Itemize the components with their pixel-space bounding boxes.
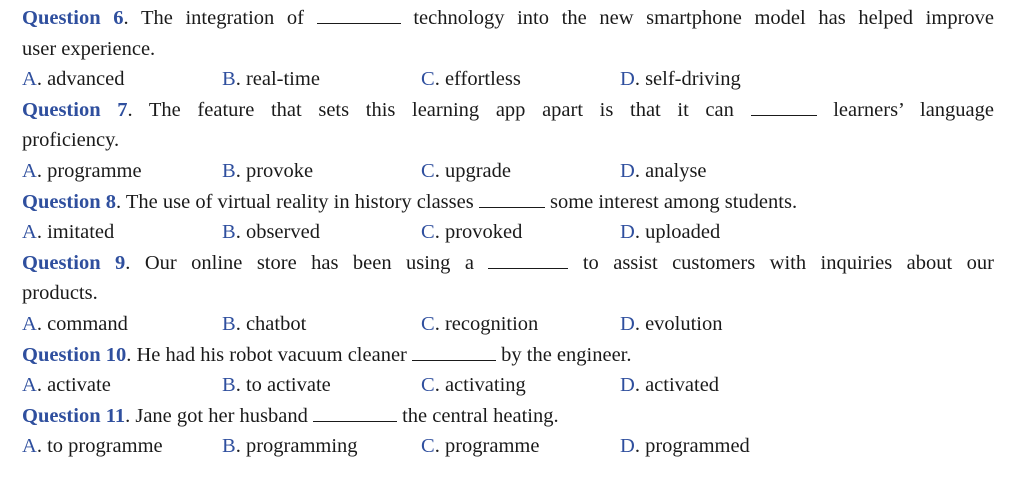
question-6	[22, 3, 994, 95]
question-10-option-d[interactable]: D. activated	[620, 374, 720, 397]
question-7-option-a[interactable]: A. programme	[22, 159, 142, 182]
question-7-options	[22, 156, 994, 187]
question-8-stem-before: The use of virtual reality in history classes	[125, 190, 474, 213]
question-9-stem-after: to assist customers with inquiries about our	[582, 251, 994, 274]
question-9-stem-before: Our online store has been using a	[144, 251, 474, 274]
question-6-option-d[interactable]: D. self-driving	[620, 68, 741, 91]
question-11-stem-after: the central heating.	[402, 404, 559, 427]
answer-blank	[479, 189, 545, 208]
question-7-label: Question 7	[22, 98, 128, 121]
question-6-stem: Question 6. The integration of technology into the new smartphone model has helped improve	[22, 7, 994, 29]
question-7-stem-before: The feature that sets this learning app apart is that it can	[148, 98, 734, 121]
question-9-options	[22, 309, 994, 340]
question-7-stem-continued: proficiency.	[22, 129, 120, 152]
question-11-option-a[interactable]: A. to programme	[22, 435, 163, 458]
question-9-stem: Question 9. Our online store has been using a to assist customers with inquiries about our	[22, 251, 994, 274]
question-8-options	[22, 217, 994, 248]
question-11-option-c[interactable]: C. programme	[421, 435, 540, 458]
question-7-option-c[interactable]: C. upgrade	[421, 159, 511, 182]
question-9-option-d[interactable]: D. evolution	[620, 312, 723, 335]
question-10-option-b[interactable]: B. to activate	[222, 374, 331, 397]
answer-blank	[488, 250, 568, 269]
question-11-stem: Question 11. Jane got her husband the central heating.	[22, 404, 559, 427]
question-8-stem: Question 8. The use of virtual reality in history classes some interest among students.	[22, 190, 798, 213]
question-11-options	[22, 431, 994, 462]
question-8	[22, 187, 994, 248]
question-9-option-c[interactable]: C. recognition	[421, 312, 539, 335]
question-10-stem-before: He had his robot vacuum cleaner	[136, 343, 407, 366]
question-11-stem-before: Jane got her husband	[135, 404, 308, 427]
answer-blank	[412, 342, 496, 361]
question-6-option-a[interactable]: A. advanced	[22, 68, 125, 91]
question-9-stem-continued: products.	[22, 282, 98, 305]
question-6-option-b[interactable]: B. real-time	[222, 68, 320, 91]
question-9	[22, 248, 994, 340]
question-10-label: Question 10	[22, 343, 127, 366]
question-10-stem-after: by the engineer.	[501, 343, 632, 366]
question-6-stem-after: technology into the new smartphone model has helped improve	[413, 7, 994, 29]
question-7-stem: Question 7. The feature that sets this learning app apart is that it can learners’ language	[22, 98, 995, 121]
question-7-stem-after: learners’ language	[833, 98, 995, 121]
question-7-option-d[interactable]: D. analyse	[620, 159, 707, 182]
worksheet	[22, 3, 994, 462]
question-9-option-a[interactable]: A. command	[22, 312, 128, 335]
question-10-option-a[interactable]: A. activate	[22, 374, 111, 397]
question-8-option-b[interactable]: B. observed	[222, 221, 320, 244]
question-6-stem-before: The integration of	[140, 7, 305, 29]
question-11	[22, 401, 994, 462]
question-11-option-b[interactable]: B. programming	[222, 435, 358, 458]
question-8-option-d[interactable]: D. uploaded	[620, 221, 721, 244]
question-9-label: Question 9	[22, 251, 126, 274]
answer-blank	[313, 403, 397, 422]
question-6-option-c[interactable]: C. effortless	[421, 68, 521, 91]
answer-blank	[751, 97, 817, 116]
question-8-label: Question 8	[22, 190, 116, 213]
question-6-options	[22, 64, 994, 95]
question-10-option-c[interactable]: C. activating	[421, 374, 526, 397]
question-10-stem: Question 10. He had his robot vacuum cleaner by the engineer.	[22, 343, 632, 366]
question-6-stem-continued: user experience.	[22, 37, 156, 60]
question-11-label: Question 11	[22, 404, 126, 427]
question-6-label: Question 6	[22, 7, 124, 29]
question-7-option-b[interactable]: B. provoke	[222, 159, 314, 182]
question-8-stem-after: some interest among students.	[549, 190, 798, 213]
question-9-option-b[interactable]: B. chatbot	[222, 312, 307, 335]
question-10-options	[22, 370, 994, 401]
answer-blank	[317, 5, 401, 24]
question-8-option-a[interactable]: A. imitated	[22, 221, 115, 244]
question-10	[22, 340, 994, 401]
question-11-option-d[interactable]: D. programmed	[620, 435, 750, 458]
question-8-option-c[interactable]: C. provoked	[421, 221, 523, 244]
question-7	[22, 95, 994, 187]
